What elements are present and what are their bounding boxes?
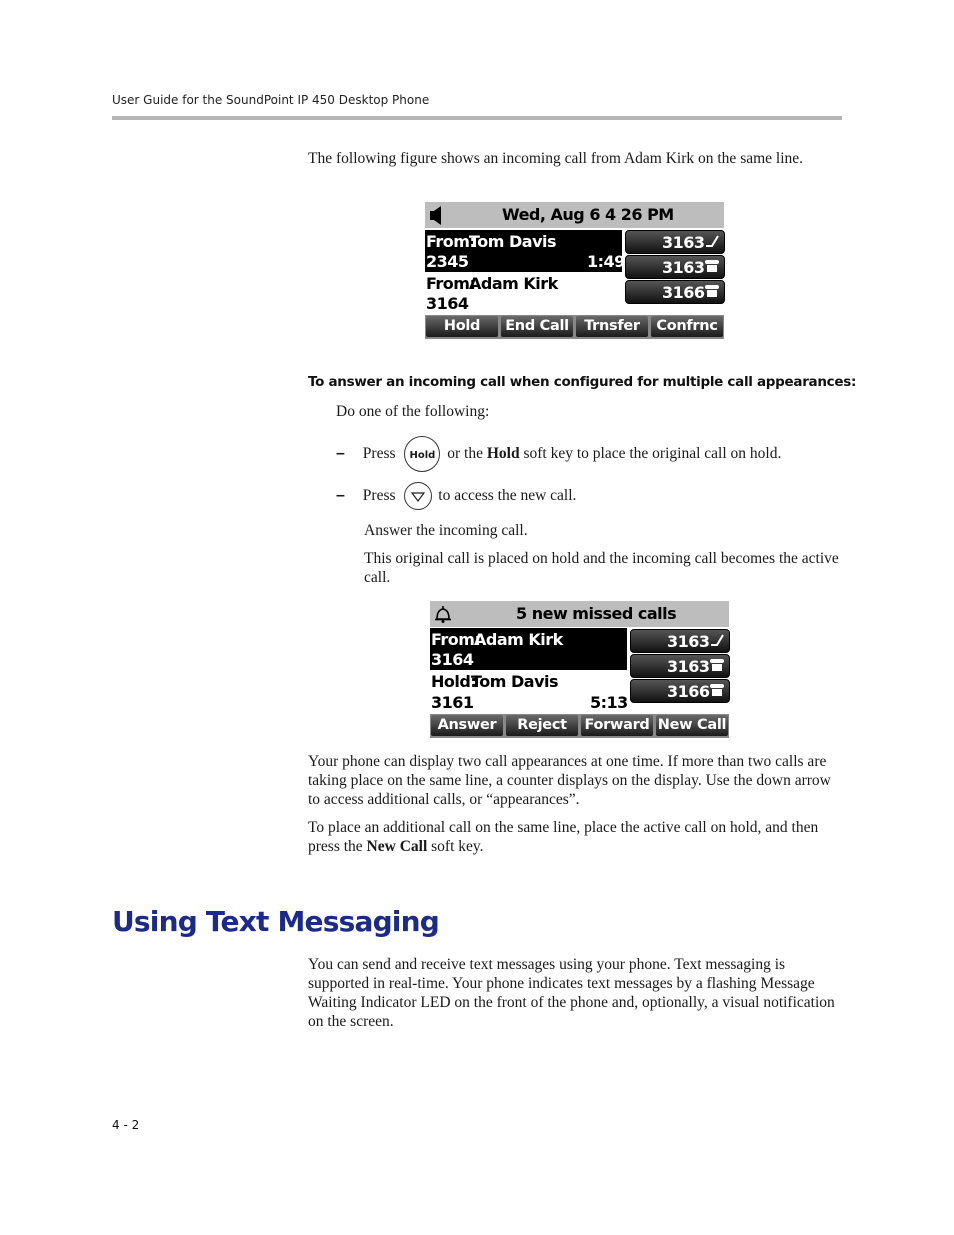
call-from-label: From: [431, 630, 481, 649]
screen-title: 5 new missed calls [516, 604, 677, 623]
screen-title-bar [430, 601, 729, 627]
call-timer: 1:49 [587, 252, 625, 271]
header-rule [112, 116, 842, 120]
line-key-1[interactable]: 3163 [630, 629, 730, 653]
phone-screen-missed-calls [430, 601, 729, 738]
handset-lifted-icon [709, 633, 725, 647]
call-hold-label: Hold: [431, 672, 477, 691]
down-arrow-key-icon [404, 482, 432, 510]
soft-key-hold[interactable]: Hold [426, 316, 498, 337]
bullet-hold: – Press Hold or the Hold soft key to place the original call on hold. [336, 436, 846, 472]
running-header: User Guide for the SoundPoint IP 450 Desktop Phone [112, 93, 430, 107]
section-paragraph: You can send and receive text messages using your phone. Text messaging is supported in real-time. Your phone indicates text messages by a flashing Message Waiting Indicator LED on the front of the phone and, optionally, a visual notification on the screen. [308, 956, 835, 1030]
body-paragraph-new-call: To place an additional call on the same line, place the active call on hold, and then press the New Call soft key. [308, 819, 819, 855]
soft-key-conference[interactable]: Confrnc [651, 316, 723, 337]
soft-key-answer[interactable]: Answer [431, 715, 503, 736]
body-paragraph-appearances: Your phone can display two call appearances at one time. If more than two calls are taking place on the same line, a counter displays on the display. Use the down arrow to access additional calls, or “appearances”. [308, 753, 831, 808]
line-keys [625, 230, 724, 310]
soft-key-end-call[interactable]: End Call [501, 316, 573, 337]
soft-key-row [425, 315, 724, 339]
soft-key-new-call[interactable]: New Call [656, 715, 728, 736]
call-from-label: From: [426, 232, 476, 251]
handset-lifted-icon [704, 234, 720, 248]
bullet-dash: – [336, 487, 345, 504]
section-title: Using Text Messaging [112, 905, 439, 938]
bell-icon [433, 604, 453, 624]
caller-number: 2345 [426, 252, 469, 271]
caller-name: Tom Davis [469, 232, 557, 251]
active-call-box [430, 628, 627, 670]
caller-name: Adam Kirk [474, 630, 563, 649]
line-keys [630, 629, 729, 709]
procedure-intro: Do one of the following: [336, 403, 490, 420]
call-timer: 5:13 [590, 693, 628, 712]
line-key-3[interactable]: 3166 [625, 280, 725, 304]
phone-icon [709, 683, 725, 697]
line-key-1[interactable]: 3163 [625, 230, 725, 254]
line-key-2[interactable]: 3163 [630, 654, 730, 678]
soft-key-transfer[interactable]: Trnsfer [576, 316, 648, 337]
procedure-heading: To answer an incoming call when configured for multiple call appearances: [308, 374, 857, 390]
call-from-label: From: [426, 274, 476, 293]
procedure-step: Answer the incoming call. [364, 522, 528, 539]
phone-icon [709, 658, 725, 672]
held-caller-name: Tom Davis [471, 672, 559, 691]
line-key-3[interactable]: 3166 [630, 679, 730, 703]
caller-number: 3164 [426, 294, 469, 313]
procedure-result: This original call is placed on hold and the incoming call becomes the active call. [364, 550, 839, 586]
bullet-dash: – [336, 445, 345, 462]
bullet-down-arrow: – Press to access the new call. [336, 482, 846, 510]
soft-key-reject[interactable]: Reject [506, 715, 578, 736]
speaker-icon [428, 205, 444, 226]
phone-screen-incoming-call [425, 202, 724, 339]
line-key-2[interactable]: 3163 [625, 255, 725, 279]
screen-title-bar [425, 202, 724, 228]
soft-key-forward[interactable]: Forward [581, 715, 653, 736]
screen-title: Wed, Aug 6 4 26 PM [502, 205, 674, 224]
intro-paragraph: The following figure shows an incoming call from Adam Kirk on the same line. [308, 150, 804, 167]
soft-key-row [430, 714, 729, 738]
caller-number: 3164 [431, 650, 474, 669]
down-triangle-icon [405, 483, 431, 509]
page-number: 4 - 2 [112, 1118, 140, 1132]
phone-icon [704, 284, 720, 298]
caller-name: Adam Kirk [469, 274, 558, 293]
active-call-box [425, 230, 625, 272]
held-caller-number: 3161 [431, 693, 474, 712]
hold-key-icon: Hold [404, 436, 440, 472]
phone-icon [704, 259, 720, 273]
